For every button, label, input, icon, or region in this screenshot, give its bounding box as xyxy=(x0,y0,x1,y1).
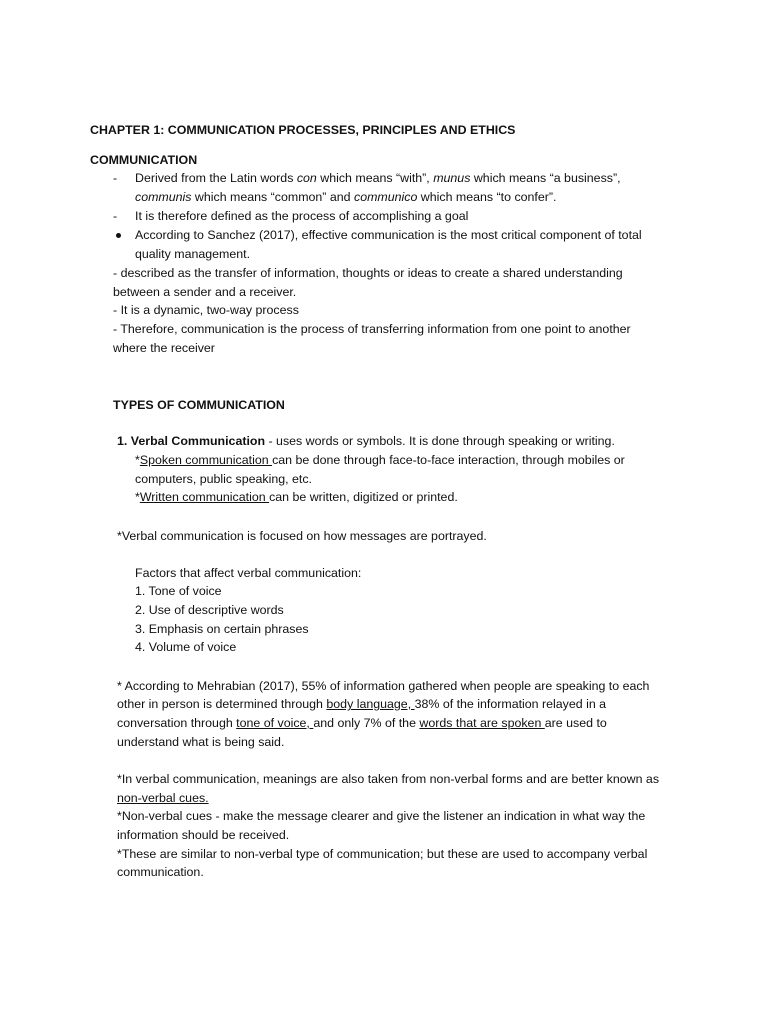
communication-item-1-line-1: Derived from the Latin words con which means “with”, munus which means “a business”, xyxy=(135,171,621,185)
mehrabian-line-1: * According to Mehrabian (2017), 55% of information gathered when people are speaking to each xyxy=(117,679,650,693)
communication-bullet-line-1: According to Sanchez (2017), effective communication is the most critical component of total xyxy=(135,228,642,242)
factors-heading: Factors that affect verbal communication: xyxy=(135,566,362,580)
nonverbal-line-1: *In verbal communication, meanings are also taken from non-verbal forms and are better known as xyxy=(117,772,660,786)
communication-desc-1-line-2: between a sender and a receiver. xyxy=(113,285,297,299)
communication-item-1-line-2: communis which means “common” and communico which means “to confer”. xyxy=(135,190,557,204)
nonverbal-line-4: information should be received. xyxy=(117,828,290,842)
factor-item: 2. Use of descriptive words xyxy=(135,603,284,617)
communication-desc-2: - It is a dynamic, two-way process xyxy=(113,303,299,317)
communication-desc-3-line-1: - Therefore, communication is the process of transferring information from one point to another xyxy=(113,322,631,336)
nonverbal-line-3: *Non-verbal cues - make the message clearer and give the listener an indication in what way the xyxy=(117,809,646,823)
section-heading-communication: COMMUNICATION xyxy=(90,153,198,167)
dash-marker: - xyxy=(113,171,118,185)
chapter-title: CHAPTER 1: COMMUNICATION PROCESSES, PRINCIPLES AND ETHICS xyxy=(90,123,516,137)
communication-desc-1-line-1: - described as the transfer of information, thoughts or ideas to create a shared understanding xyxy=(113,266,623,280)
mehrabian-line-2: other in person is determined through body language, 38% of the information relayed in a xyxy=(117,697,607,711)
verbal-communication-line: 1. Verbal Communication - uses words or symbols. It is done through speaking or writing. xyxy=(117,434,615,448)
spoken-communication-line-1: *Spoken communication can be done through face-to-face interaction, through mobiles or xyxy=(135,453,625,467)
communication-item-2: It is therefore defined as the process of accomplishing a goal xyxy=(135,209,469,223)
verbal-focus-note: *Verbal communication is focused on how messages are portrayed. xyxy=(117,529,487,543)
communication-bullet-line-2: quality management. xyxy=(135,247,251,261)
nonverbal-line-6: communication. xyxy=(117,865,204,879)
section-heading-types: TYPES OF COMMUNICATION xyxy=(113,398,285,412)
nonverbal-line-5: *These are similar to non-verbal type of communication; but these are used to accompany verbal xyxy=(117,847,648,861)
nonverbal-cues-term: non-verbal cues. xyxy=(117,791,209,805)
factor-item: 4. Volume of voice xyxy=(135,640,237,654)
spoken-communication-line-2: computers, public speaking, etc. xyxy=(135,472,313,486)
factor-item: 1. Tone of voice xyxy=(135,584,222,598)
mehrabian-line-4: understand what is being said. xyxy=(117,735,285,749)
written-communication-line: *Written communication can be written, digitized or printed. xyxy=(135,490,458,504)
dash-marker: - xyxy=(113,209,118,223)
factor-item: 3. Emphasis on certain phrases xyxy=(135,622,309,636)
bullet-marker xyxy=(116,233,121,238)
mehrabian-line-3: conversation through tone of voice, and only 7% of the words that are spoken are used to xyxy=(117,716,607,730)
communication-desc-3-line-2: where the receiver xyxy=(113,341,215,355)
